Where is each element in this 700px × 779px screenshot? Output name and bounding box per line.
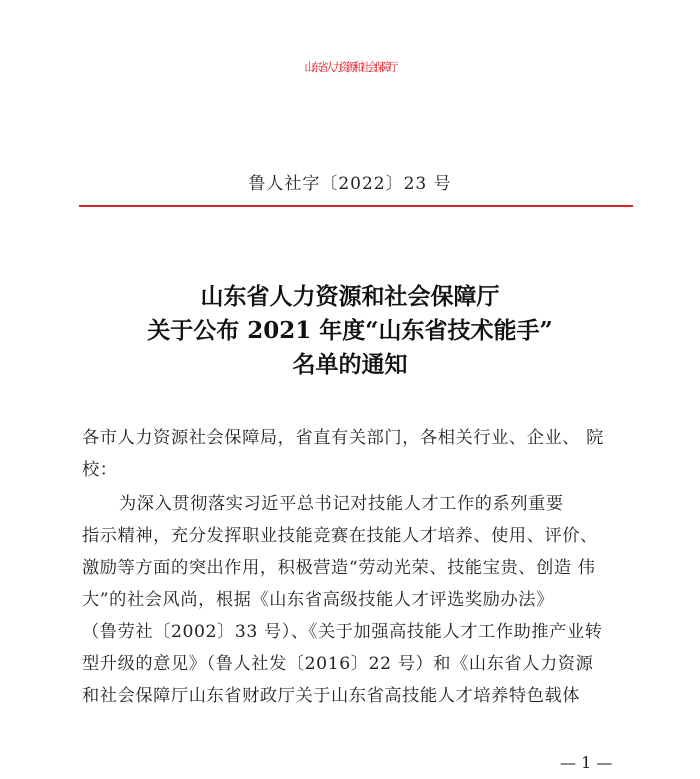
paragraph-line: 为深入贯彻落实习近平总书记对技能人才工作的系列重要 bbox=[119, 494, 564, 514]
salutation-line: 各市人力资源社会保障局，省直有关部门，各相关行业、企业、 院 bbox=[82, 428, 604, 448]
body-paragraph bbox=[82, 488, 642, 712]
paragraph-line: （鲁劳社〔2002〕33 号）、《关于加强高技能人才工作助推产业转 bbox=[82, 622, 603, 642]
title-line: 关于公布 2021 年度“山东省技术能手” bbox=[147, 317, 553, 344]
title-line: 名单的通知 bbox=[292, 351, 408, 378]
salutation bbox=[82, 422, 642, 486]
title-line: 山东省人力资源和社会保障厅 bbox=[200, 283, 500, 310]
paragraph-line: 指示精神，充分发挥职业技能竞赛在技能人才培养、使用、评价、 bbox=[82, 526, 598, 546]
page-number: — 1 — bbox=[560, 753, 613, 772]
salutation-line: 校： bbox=[82, 460, 118, 480]
document-number: 鲁人社字〔2022〕23 号 bbox=[248, 174, 452, 194]
issuer-masthead: 山东省人力资源和社会保障厅 bbox=[304, 61, 396, 75]
paragraph-line: 和社会保障厅山东省财政厅关于山东省高技能人才培养特色载体 bbox=[82, 686, 581, 706]
document-body bbox=[82, 422, 642, 712]
paragraph-line: 大”的社会风尚，根据《山东省高级技能人才评选奖励办法》 bbox=[82, 590, 554, 610]
paragraph-line: 激励等方面的突出作用，积极营造“劳动光荣、技能宝贵、创造 伟 bbox=[82, 558, 596, 578]
document-title bbox=[0, 280, 700, 382]
red-divider-rule bbox=[79, 205, 633, 207]
paragraph-line: 型升级的意见》（鲁人社发〔2016〕22 号）和《山东省人力资源 bbox=[82, 654, 594, 674]
